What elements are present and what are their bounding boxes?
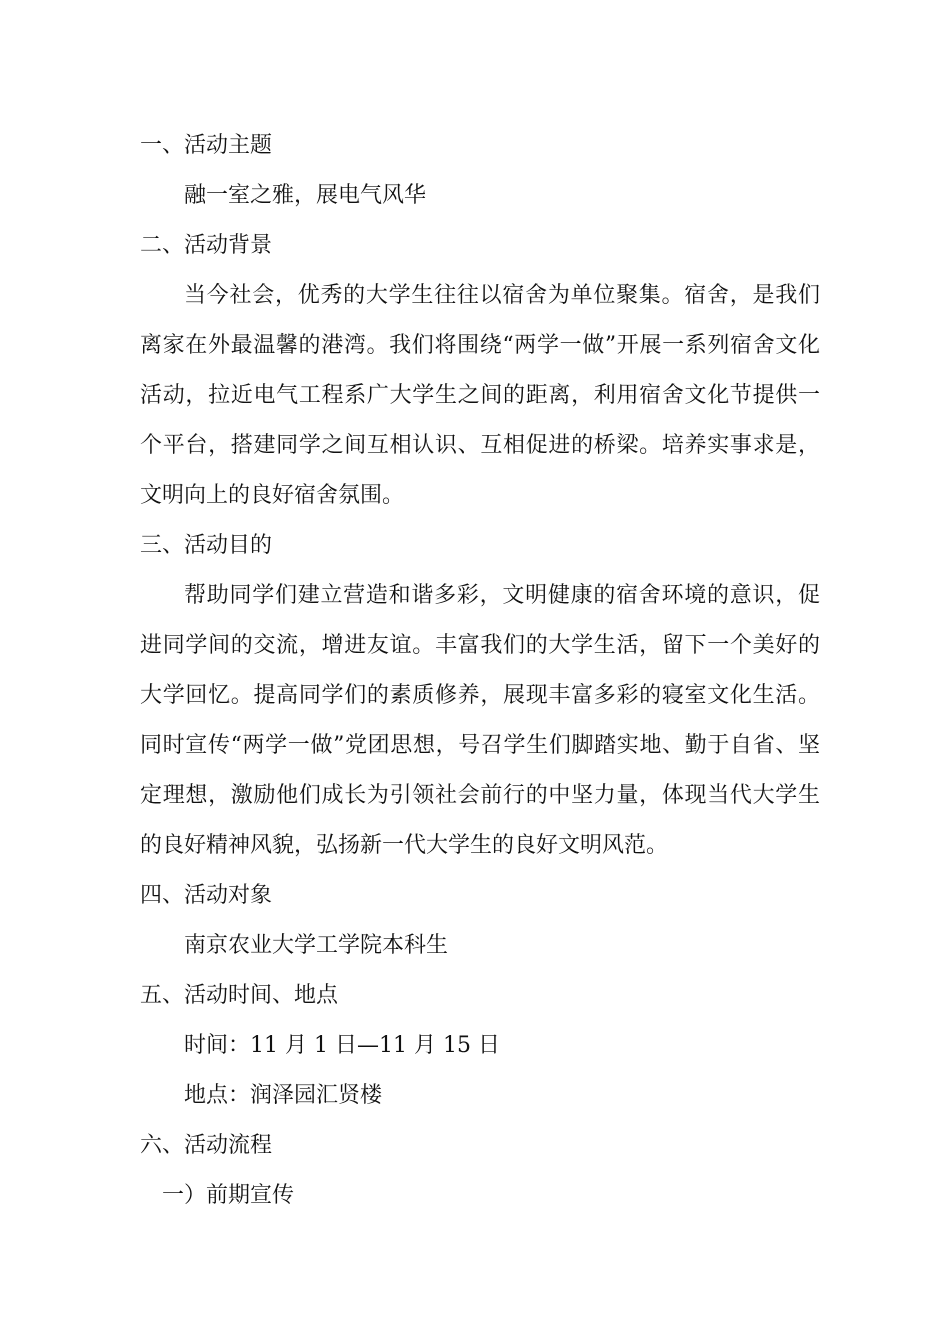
section-heading-theme: 一、活动主题 (140, 133, 273, 158)
background-paragraph: 当今社会，优秀的大学生往往以宿舍为单位聚集。宿舍，是我们离家在外最温馨的港湾。我们将围绕“两学一做”开展一系列宿舍文化活动，拉近电气工程系广大学生之间的距离，利用宿舍文化节提供一个平台，搭建同学之间互相认识、互相促进的桥梁。培养实事求是，文明向上的良好宿舍氛围。 (140, 283, 820, 508)
place-text: 地点：润泽园汇贤楼 (184, 1083, 383, 1108)
section-heading-audience: 四、活动对象 (140, 883, 273, 908)
section-heading-time-place: 五、活动时间、地点 (140, 983, 339, 1008)
purpose-paragraph: 帮助同学们建立营造和谐多彩，文明健康的宿舍环境的意识，促进同学间的交流，增进友谊。丰富我们的大学生活，留下一个美好的大学回忆。提高同学们的素质修养，展现丰富多彩的寝室文化生活。同时宣传“两学一做”党团思想，号召学生们脚踏实地、勤于自省、坚定理想，激励他们成长为引领社会前行的中坚力量，体现当代大学生的良好精神风貌，弘扬新一代大学生的良好文明风范。 (140, 583, 820, 858)
section-heading-background: 二、活动背景 (140, 233, 273, 258)
section-heading-process: 六、活动流程 (140, 1133, 273, 1158)
section-heading-purpose: 三、活动目的 (140, 533, 273, 558)
audience-text: 南京农业大学工学院本科生 (184, 933, 449, 958)
theme-text: 融一室之雅，展电气风华 (184, 183, 427, 208)
document-body (140, 121, 820, 1221)
time-text: 时间：11 月 1 日—11 月 15 日 (184, 1033, 500, 1058)
process-subheading-promotion: 一）前期宣传 (162, 1183, 295, 1208)
